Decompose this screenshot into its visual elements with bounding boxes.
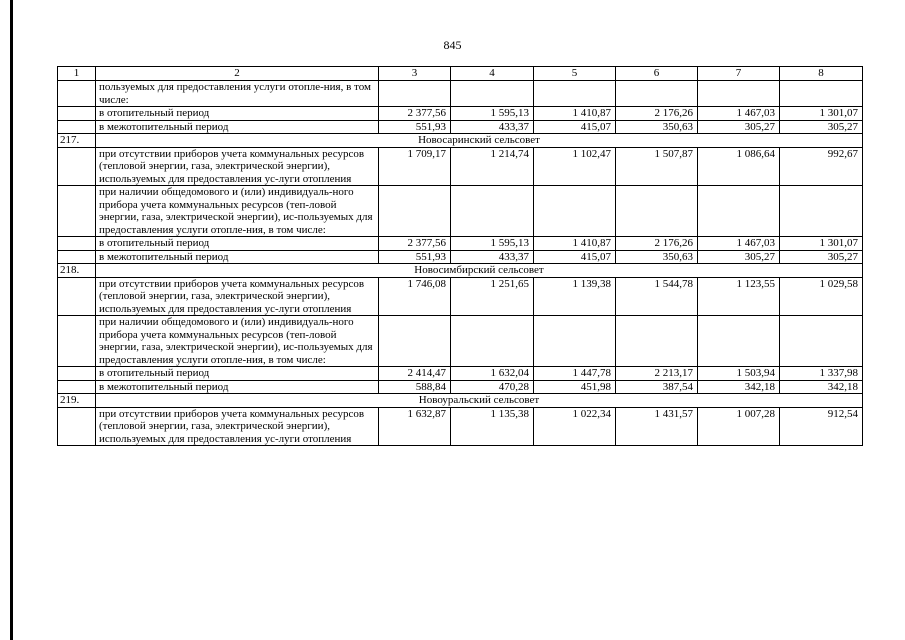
value-cell: 1 447,78 (534, 367, 616, 381)
value-cell: 1 503,94 (698, 367, 780, 381)
value-cell (379, 316, 451, 367)
value-cell: 1 029,58 (780, 277, 863, 316)
value-cell: 433,37 (451, 250, 534, 264)
value-cell (534, 81, 616, 107)
table-row (58, 237, 863, 251)
value-cell (780, 316, 863, 367)
section-title: Новосаринский сельсовет (96, 134, 863, 148)
column-header: 7 (698, 67, 780, 81)
scan-edge-bar (10, 0, 13, 640)
value-cell: 1 337,98 (780, 367, 863, 381)
row-index (58, 81, 96, 107)
row-index (58, 107, 96, 121)
value-cell (780, 186, 863, 237)
value-cell: 305,27 (698, 120, 780, 134)
value-cell: 1 139,38 (534, 277, 616, 316)
value-cell: 912,54 (780, 407, 863, 446)
value-cell: 1 214,74 (451, 147, 534, 186)
value-cell: 1 709,17 (379, 147, 451, 186)
page-number: 845 (443, 38, 462, 52)
value-cell: 387,54 (616, 380, 698, 394)
section-row (58, 134, 863, 148)
column-header: 5 (534, 67, 616, 81)
value-cell: 1 467,03 (698, 237, 780, 251)
value-cell: 1 595,13 (451, 237, 534, 251)
value-cell: 342,18 (698, 380, 780, 394)
row-description: при отсутствии приборов учета коммунальных ресурсов (тепловой энергии, газа, электрической энергии), используемых для предоставления ус-луги отопления (96, 147, 379, 186)
value-cell: 1 086,64 (698, 147, 780, 186)
value-cell: 1 410,87 (534, 237, 616, 251)
table-row (58, 186, 863, 237)
value-cell: 2 213,17 (616, 367, 698, 381)
value-cell: 1 632,04 (451, 367, 534, 381)
value-cell (616, 81, 698, 107)
tariff-table (57, 66, 863, 446)
section-row (58, 264, 863, 278)
row-index: 218. (58, 264, 96, 278)
value-cell: 1 595,13 (451, 107, 534, 121)
row-index (58, 277, 96, 316)
row-description: в межотопительный период (96, 380, 379, 394)
row-description: в отопительный период (96, 367, 379, 381)
value-cell: 551,93 (379, 250, 451, 264)
value-cell (451, 186, 534, 237)
header-row (58, 67, 863, 81)
value-cell (698, 316, 780, 367)
row-index (58, 250, 96, 264)
table-row (58, 367, 863, 381)
value-cell: 342,18 (780, 380, 863, 394)
value-cell: 1 102,47 (534, 147, 616, 186)
column-header: 4 (451, 67, 534, 81)
value-cell: 470,28 (451, 380, 534, 394)
table-row (58, 107, 863, 121)
column-header: 2 (96, 67, 379, 81)
row-description: при отсутствии приборов учета коммунальных ресурсов (тепловой энергии, газа, электрической энергии), используемых для предоставления ус-луги отопления (96, 277, 379, 316)
value-cell: 415,07 (534, 250, 616, 264)
row-index (58, 120, 96, 134)
value-cell: 2 176,26 (616, 107, 698, 121)
section-title: Новоуральский сельсовет (96, 394, 863, 408)
row-description: при наличии общедомового и (или) индивидуаль-ного прибора учета коммунальных ресурсов (теп-ловой энергии, газа, электрической энергии), ис-пользуемых для предоставления услуги отопле-ния, в том числе: (96, 186, 379, 237)
value-cell: 2 176,26 (616, 237, 698, 251)
row-description: в межотопительный период (96, 250, 379, 264)
value-cell: 1 123,55 (698, 277, 780, 316)
column-header: 1 (58, 67, 96, 81)
value-cell (616, 186, 698, 237)
value-cell: 1 301,07 (780, 107, 863, 121)
table-row (58, 250, 863, 264)
value-cell (698, 81, 780, 107)
value-cell (451, 316, 534, 367)
row-description: в отопительный период (96, 107, 379, 121)
row-index: 219. (58, 394, 96, 408)
value-cell: 2 377,56 (379, 107, 451, 121)
section-row (58, 394, 863, 408)
row-description: пользуемых для предоставления услуги отопле-ния, в том числе: (96, 81, 379, 107)
row-index: 217. (58, 134, 96, 148)
value-cell (451, 81, 534, 107)
row-index (58, 367, 96, 381)
value-cell: 1 007,28 (698, 407, 780, 446)
section-title: Новосимбирский сельсовет (96, 264, 863, 278)
row-index (58, 316, 96, 367)
row-description: при отсутствии приборов учета коммунальных ресурсов (тепловой энергии, газа, электрической энергии), используемых для предоставления ус-луги отопления (96, 407, 379, 446)
row-description: при наличии общедомового и (или) индивидуаль-ного прибора учета коммунальных ресурсов (теп-ловой энергии, газа, электрической энергии), ис-пользуемых для предоставления услуги отопле-ния, в том числе: (96, 316, 379, 367)
value-cell (780, 81, 863, 107)
row-index (58, 186, 96, 237)
value-cell: 551,93 (379, 120, 451, 134)
value-cell (616, 316, 698, 367)
value-cell (534, 186, 616, 237)
value-cell: 2 414,47 (379, 367, 451, 381)
value-cell: 1 544,78 (616, 277, 698, 316)
table-row (58, 147, 863, 186)
value-cell: 305,27 (780, 120, 863, 134)
value-cell (534, 316, 616, 367)
row-index (58, 237, 96, 251)
value-cell: 350,63 (616, 250, 698, 264)
value-cell: 588,84 (379, 380, 451, 394)
value-cell (379, 81, 451, 107)
value-cell: 433,37 (451, 120, 534, 134)
value-cell: 2 377,56 (379, 237, 451, 251)
value-cell: 1 507,87 (616, 147, 698, 186)
value-cell: 451,98 (534, 380, 616, 394)
table-row (58, 120, 863, 134)
value-cell: 305,27 (698, 250, 780, 264)
row-index (58, 147, 96, 186)
column-header: 8 (780, 67, 863, 81)
row-description: в отопительный период (96, 237, 379, 251)
value-cell: 1 467,03 (698, 107, 780, 121)
value-cell: 1 022,34 (534, 407, 616, 446)
row-index (58, 380, 96, 394)
table-row (58, 277, 863, 316)
value-cell: 1 746,08 (379, 277, 451, 316)
value-cell: 415,07 (534, 120, 616, 134)
table-body (58, 81, 863, 446)
row-description: в межотопительный период (96, 120, 379, 134)
value-cell: 992,67 (780, 147, 863, 186)
value-cell: 1 135,38 (451, 407, 534, 446)
column-header: 6 (616, 67, 698, 81)
value-cell (698, 186, 780, 237)
value-cell: 350,63 (616, 120, 698, 134)
table-row (58, 380, 863, 394)
table-row (58, 407, 863, 446)
table-row (58, 81, 863, 107)
row-index (58, 407, 96, 446)
value-cell: 1 251,65 (451, 277, 534, 316)
value-cell: 1 301,07 (780, 237, 863, 251)
value-cell: 1 632,87 (379, 407, 451, 446)
value-cell: 1 431,57 (616, 407, 698, 446)
table-row (58, 316, 863, 367)
value-cell: 305,27 (780, 250, 863, 264)
value-cell (379, 186, 451, 237)
value-cell: 1 410,87 (534, 107, 616, 121)
column-header: 3 (379, 67, 451, 81)
